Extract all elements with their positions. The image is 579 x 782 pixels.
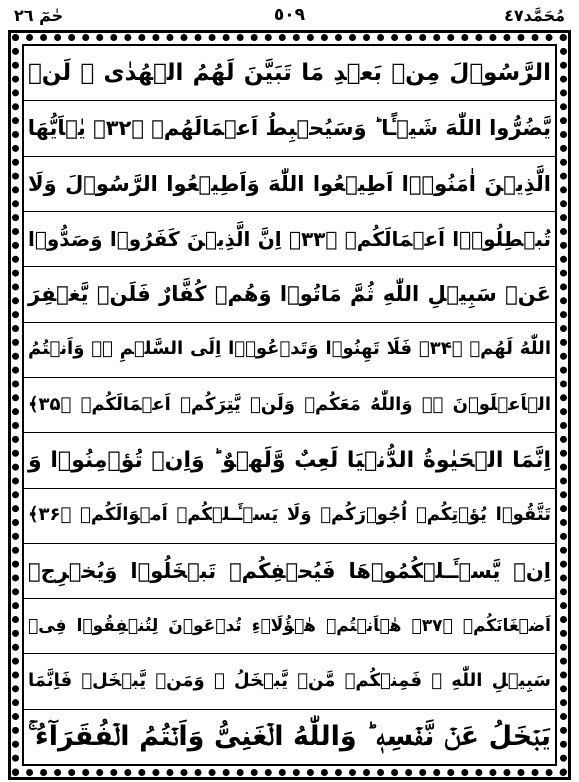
text-line [24, 157, 555, 212]
text-line [24, 101, 555, 156]
text-line [24, 489, 555, 544]
text-line [24, 212, 555, 267]
line-text: عَنۡ سَبِيۡلِ اللّٰهِ ثُمَّ مَاتُوۡا وَهُمۡ كُفَّارٌ فَلَنۡ يَّغۡفِرَ [28, 282, 551, 307]
text-body [24, 46, 555, 764]
page-header [14, 2, 565, 28]
text-line [24, 267, 555, 322]
line-text: يَّضُرُّوا اللّٰهَ شَيۡـًٔا ؕ وَسَيُحۡبِطُ اَعۡمَالَهُمۡ ﴿۳۲﴾ يٰۤاَيُّهَا [27, 116, 551, 141]
line-text: اَضۡغَانَكُمۡ ﴿۳۷﴾ هٰۤاَنۡتُمۡ هٰۤؤُلَاۤءِ تُدۡعَوۡنَ لِتُنۡفِقُوۡا فِىۡ [28, 615, 551, 636]
line-text: اِنۡ يَّسۡـَٔـلۡكُمُوۡهَا فَيُحۡفِكُمۡ تَبۡخَلُوۡا وَيُخۡرِجۡ [28, 558, 551, 583]
text-line [24, 599, 555, 654]
text-line [24, 544, 555, 599]
text-line [24, 323, 555, 378]
line-text: تَتَّقُوۡا يُؤۡتِكُمۡ اُجُوۡرَكُمۡ وَلَا يَسۡـَٔـلۡكُمۡ اَمۡوَالَكُمۡ ﴿۳۶﴾ [28, 504, 551, 526]
text-line [24, 654, 555, 709]
page-number: ٥٠٩ [273, 5, 306, 25]
line-text: الرَّسُوۡلَ مِنۡ بَعۡدِ مَا تَبَيَّنَ لَهُمُ الۡهُدٰى ۙ لَنۡ [28, 59, 551, 86]
line-text: اللّٰهُ لَهُمۡ ﴿۳۴﴾ فَلَا تَهِنُوۡا وَتَدۡعُوۡۤا اِلَى السَّلۡمِ ۖۗ وَاَنۡتُمُ [28, 338, 551, 360]
line-text: اِنَّمَا الۡحَيٰوةُ الدُّنۡيَا لَعِبٌ وَّلَهۡوٌ ؕ وَاِنۡ تُؤۡمِنُوۡا وَ [28, 447, 551, 473]
line-text: يَبۡخَلُ عَنۡ نَّفۡسِهٖ ؕ وَاللّٰهُ الۡغَنِىُّ وَاَنۡتُمُ الۡفُقَرَآءُ ۚ [28, 721, 551, 753]
line-text: الَّذِيۡنَ اٰمَنُوۡۤا اَطِيۡعُوا اللّٰهَ وَاَطِيۡعُوا الرَّسُوۡلَ وَلَا [28, 171, 551, 196]
text-line [24, 433, 555, 488]
line-text: سَبِيۡلِ اللّٰهِ ۚ فَمِنۡكُمۡ مَّنۡ يَّبۡخَلُ ۚ وَمَنۡ يَّبۡخَلۡ فَاِنَّمَا [28, 670, 551, 692]
juz-label: حٰمٓ ٢٦ [14, 5, 64, 25]
line-text: الۡاَعۡلَوۡنَ ۖۗ وَاللّٰهُ مَعَكُمۡ وَلَنۡ يَّتِرَكُمۡ اَعۡمَالَكُمۡ ﴿۳۵﴾ [28, 393, 551, 415]
surah-label: مُحَمَّد٤٧ [504, 5, 565, 25]
line-text: تُبۡطِلُوۡۤا اَعۡمَالَكُمۡ ﴿۳۳﴾ اِنَّ الَّذِيۡنَ كَفَرُوۡا وَصَدُّوۡا [28, 226, 552, 251]
text-line [24, 378, 555, 433]
text-line [24, 710, 555, 764]
text-line [24, 46, 555, 101]
